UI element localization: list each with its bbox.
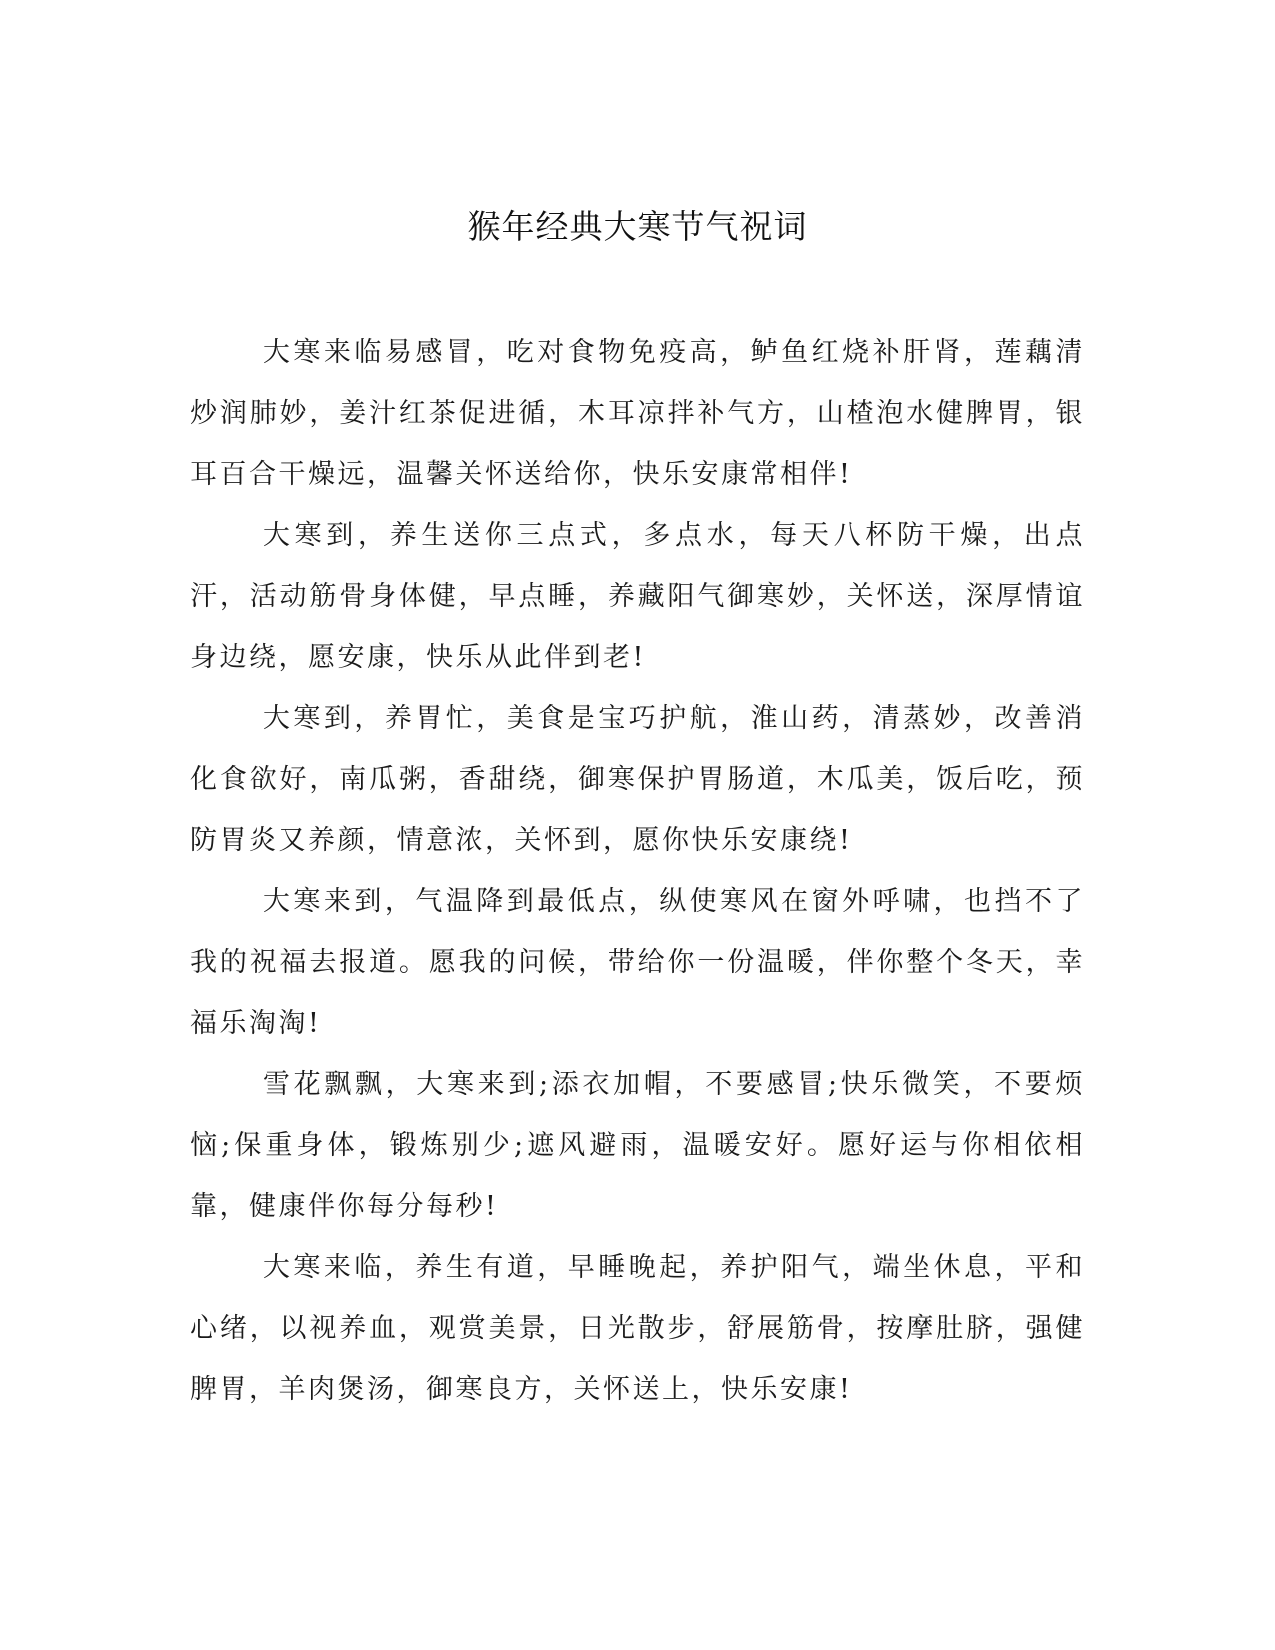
paragraph-1: 大寒来临易感冒，吃对食物免疫高，鲈鱼红烧补肝肾，莲藕清炒润肺妙，姜汁红茶促进循，木耳凉拌补气方，山楂泡水健脾胃，银耳百合干燥远，温馨关怀送给你，快乐安康常相伴! xyxy=(190,337,1085,490)
paragraph-3: 大寒到，养胃忙，美食是宝巧护航，淮山药，清蒸妙，改善消化食欲好，南瓜粥，香甜绕，御寒保护胃肠道，木瓜美，饭后吃，预防胃炎又养颜，情意浓，关怀到，愿你快乐安康绕! xyxy=(190,703,1085,856)
paragraph-5: 雪花飘飘，大寒来到;添衣加帽，不要感冒;快乐微笑，不要烦恼;保重身体，锻炼别少;遮风避雨，温暖安好。愿好运与你相依相靠，健康伴你每分每秒! xyxy=(190,1069,1085,1222)
paragraph-4: 大寒来到，气温降到最低点，纵使寒风在窗外呼啸，也挡不了我的祝福去报道。愿我的问候，带给你一份温暖，伴你整个冬天，幸福乐淘淘! xyxy=(190,886,1085,1039)
paragraph-6: 大寒来临，养生有道，早睡晚起，养护阳气，端坐休息，平和心绪，以视养血，观赏美景，日光散步，舒展筋骨，按摩肚脐，强健脾胃，羊肉煲汤，御寒良方，关怀送上，快乐安康! xyxy=(190,1252,1085,1405)
document-title: 猴年经典大寒节气祝词 xyxy=(467,207,808,246)
document-body xyxy=(190,322,1085,1420)
paragraph-2: 大寒到，养生送你三点式，多点水，每天八杯防干燥，出点汗，活动筋骨身体健，早点睡，养藏阳气御寒妙，关怀送，深厚情谊身边绕，愿安康，快乐从此伴到老! xyxy=(190,520,1085,673)
